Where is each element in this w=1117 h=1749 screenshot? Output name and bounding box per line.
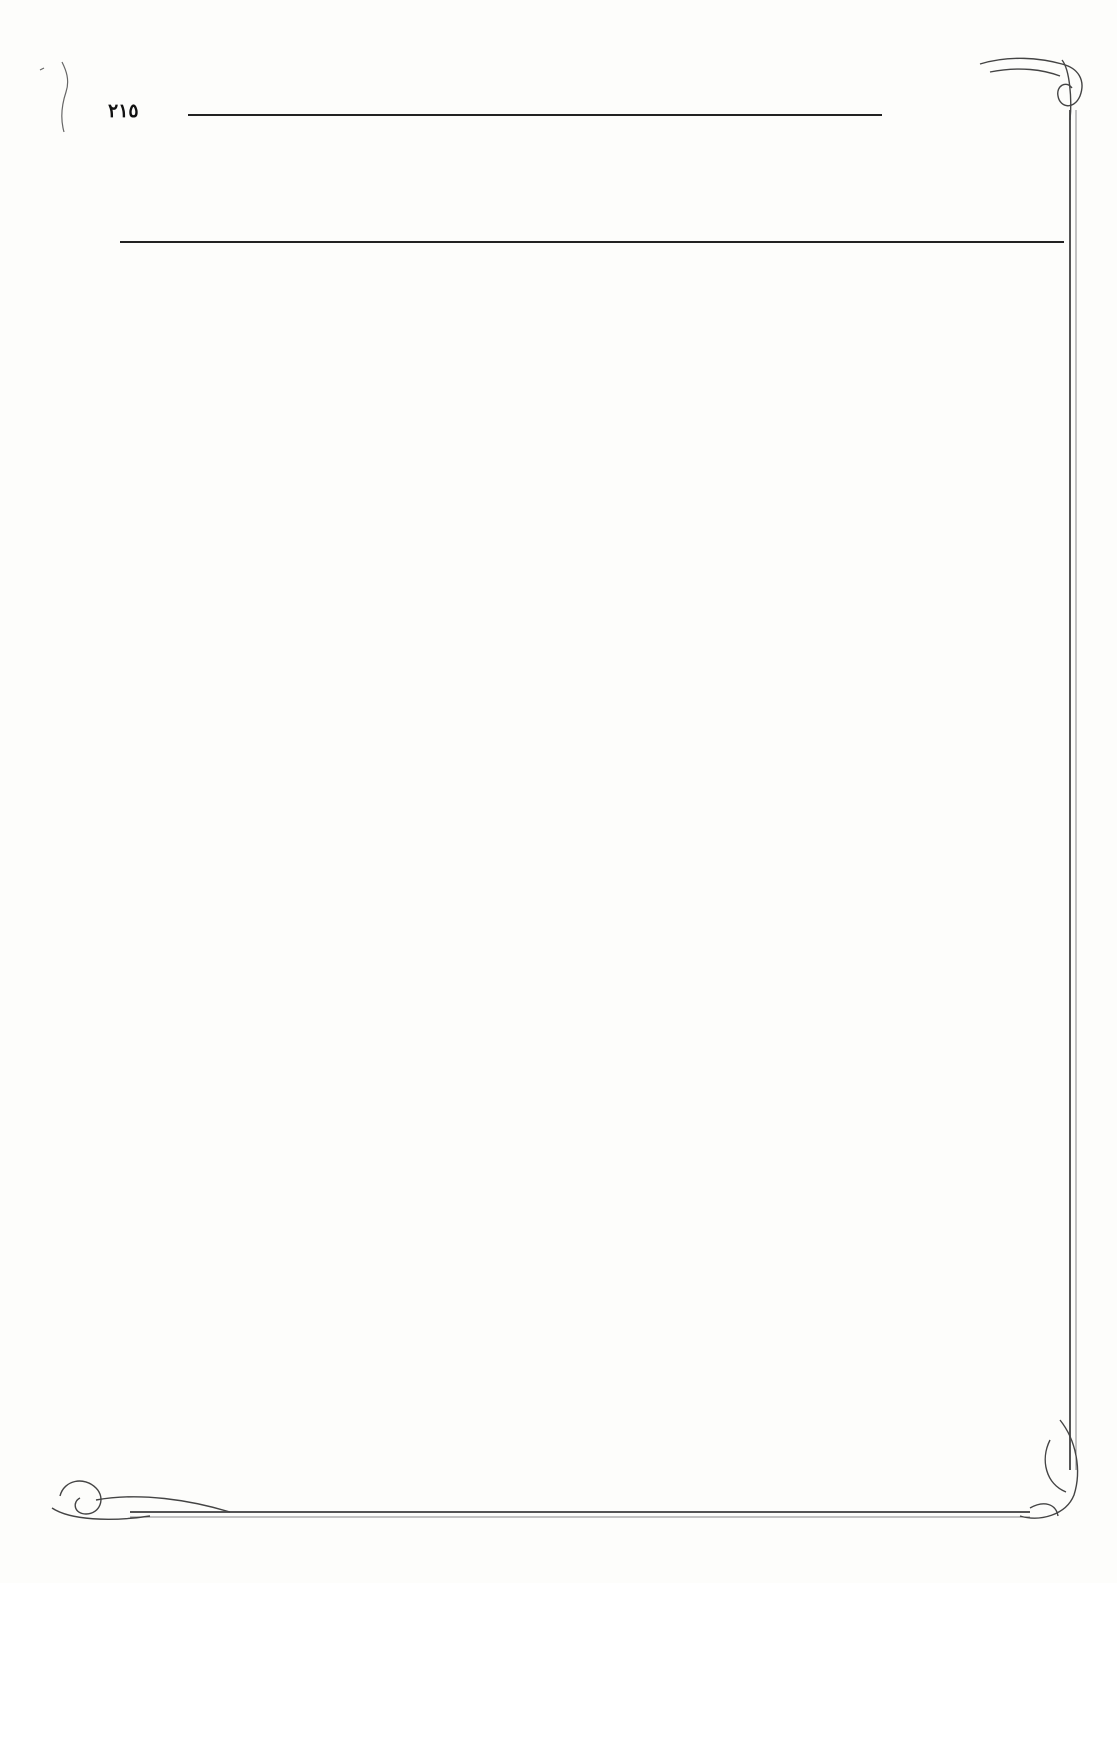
main-text xyxy=(116,150,1066,234)
paragraph-gap xyxy=(100,1657,1066,1675)
corner-ornament-top-left xyxy=(40,62,68,132)
main-text-line xyxy=(116,150,1066,192)
commentary-paragraph xyxy=(100,278,1066,688)
header-rule xyxy=(188,114,882,116)
page-number: ٢١٥ xyxy=(108,100,139,122)
commentary-text xyxy=(100,278,1066,1749)
paragraph-gap xyxy=(100,688,1066,717)
commentary-paragraph xyxy=(100,717,1066,1657)
text-separator-rule xyxy=(120,241,1064,243)
main-text-line xyxy=(116,192,1066,234)
commentary-paragraph xyxy=(100,1675,1066,1749)
running-header xyxy=(108,96,1066,128)
